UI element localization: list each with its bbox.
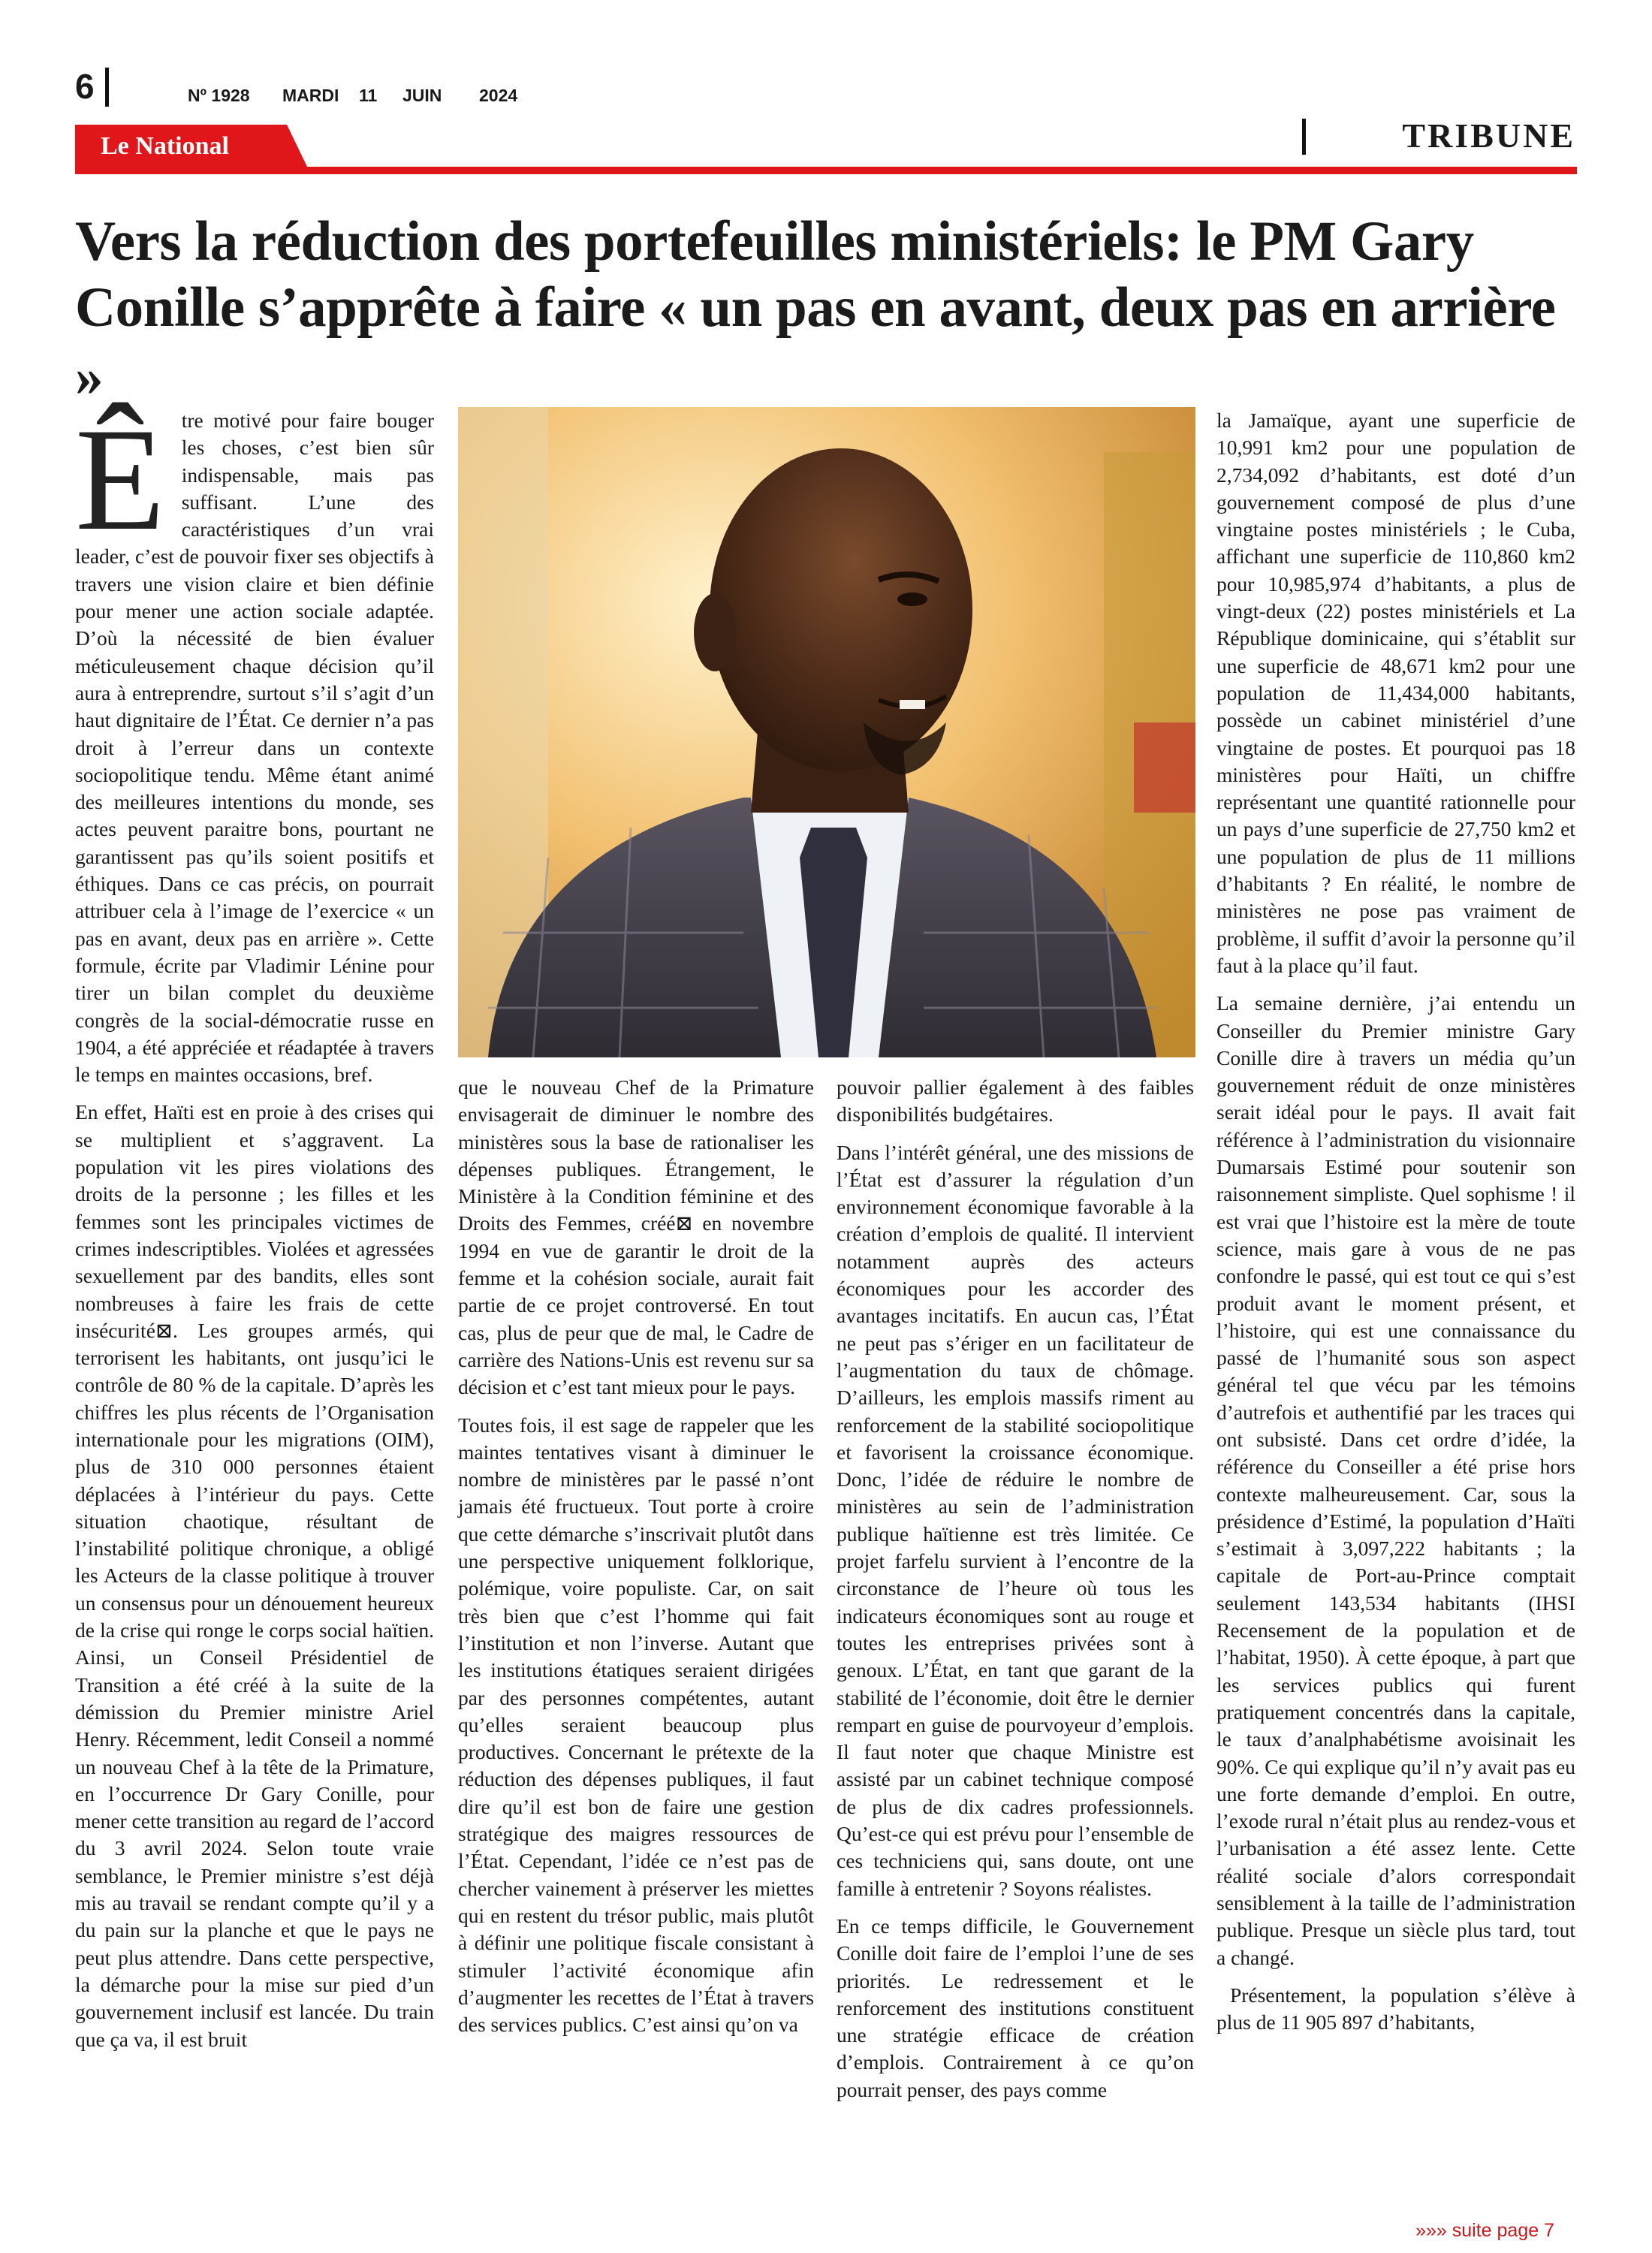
article-headline-closing-quote: » <box>75 345 104 408</box>
issue-month: JUIN <box>402 86 442 105</box>
article-column-4 <box>1216 407 1575 2047</box>
article-column-2 <box>458 1074 814 2049</box>
article-paragraph: que le nouveau Chef de la Primature envisagerait de diminuer le nombre des ministères sous la base de rationaliser les dépenses publiques. Étrangement, le Ministère à la Condition féminine et des Droits des Femmes, créé⊠ en novembre 1994 en vue de garantir le droit de la femme et la cohésion sociale, aurait fait partie de ce projet controversé. En tout cas, plus de peur que de mal, le Cadre de carrière des Nations-Unis est revenu sur sa décision et c’est tant mieux pour le pays. <box>458 1075 814 1399</box>
article-paragraph: Toutes fois, il est sage de rappeler que les maintes tentatives visant à diminuer le nombre de ministères par le passé n’ont jamais été fructueux. Tout porte à croire que cette démarche s’inscrivait plutôt dans une perspective uniquement folklorique, polémique, voire populiste. Car, on sait très bien que c’est l’homme qui fait l’institution et non l’inverse. Autant que les institutions étatiques seraient dirigées par des personnes compétentes, autant qu’elles seraient beaucoup plus productives. Concernant le prétexte de la réduction des dépenses publiques, il faut dire qu’il est bon de faire une gestion stratégique des maigres ressources de l’État. Cependant, l’idée ce n’est pas de chercher vainement à préserver les miettes qui en restent du trésor public, mais plutôt à définir une politique fiscale consistant à stimuler l’activité économique afin d’augmenter les recettes de l’État à travers des services publics. C’est ainsi qu’on va <box>458 1413 814 2037</box>
dropcap: Ê <box>75 398 165 561</box>
article-column-1 <box>75 398 434 2064</box>
brand-logo: Le National <box>101 132 229 160</box>
issue-day: MARDI <box>282 86 339 105</box>
article-paragraph: la Jamaïque, ayant une superficie de 10,991 km2 pour une population de 2,734,092 d’habitants, est doté d’un gouvernement composé de plus d’une vingtaine postes ministériels ; le Cuba, affichant une superficie de 110,860 km2 pour 10,985,974 d’habitants, a plus de vingt-deux (22) postes ministériels et La République dominicaine, qui s’établit sur une superficie de 48,671 km2 pour une population de 11,434,000 habitants, possède un cabinet ministériel d’une vingtaine de postes. Et pourquoi pas 18 ministères pour Haïti, un chiffre représentant une quantité rationnelle pour un pays d’une superficie de 27,750 km2 et une population de plus de 11 millions d’habitants ? En réalité, le nombre de ministères ne pose pas vraiment de problème, il suffit d’avoir la personne qu’il faut à la place qu’il faut. <box>1216 409 1575 977</box>
page-number: 6 <box>75 67 95 106</box>
header-rule <box>75 167 1577 174</box>
article-paragraph: En ce temps difficile, le Gouvernement Conille doit faire de l’emploi l’une de ses priorités. Le redressement et le renforcement des institutions constituent une stratégie efficace de création d’emplois. Contrairement à ce qu’on pourrait penser, des pays comme <box>837 1914 1194 2101</box>
article-paragraph: La semaine dernière, j’ai entendu un Conseiller du Premier ministre Gary Conille dire à travers un média qu’un gouvernement réduit de onze ministères serait idéal pour le pays. Il avait fait référence à l’administration du visionnaire Dumarsais Estimé pour soutenir son raisonnement simpliste. Quel sophisme ! il est vrai que l’histoire est la mère de toute science, mais gare à vous de ne pas confondre le passé, qui est tout ce qui s’est produit avant le moment présent, et l’histoire, qui est une connaissance du passé de l’humanité sous son aspect général tel que vécu par les témoins d’autrefois et authentifié par les traces qui ont subsisté. Dans cet ordre d’idée, la référence du Conseiller a été prise hors contexte malheureusement. Car, sous la présidence d’Estimé, la population d’Haïti s’estimait à 3,097,222 habitants ; la capitale de Port-au-Prince comptait seulement 143,534 habitants (IHSI Recensement de la population et de l’habitat, 1950). À cette époque, à part que les services publics qui furent pratiquement concentrés dans la capitale, le taux d’analphabétisme avoisinait les 90%. Ce qui explique qu’il n’y avait pas eu une forte demande d’emploi. En outre, l’exode rural n’était plus au rendez-vous et l’urbanisation a été assez lente. Cette réalité sociale d’alors correspondait sensiblement à la taille de l’administration publique. Presque un siècle plus tard, tout a changé. <box>1216 991 1575 1969</box>
article-paragraph: Être motivé pour faire bouger les choses, c’est bien sûr indispensable, mais pas suffisant. L’une des caractéristiques d’un vrai leader, c’est de pouvoir fixer ses objectifs à travers une vision claire et bien définie pour mener une action sociale adaptée. D’où la nécessité de bien évaluer méticuleusement chaque décision qu’il aura à entreprendre, surtout s’il s’agit d’un haut dignitaire de l’État. Ce dernier n’a pas droit à l’erreur dans un contexte sociopolitique tendu. Même étant animé des meilleures intentions du monde, ses actes peuvent paraitre bons, pourtant ne garantissent pas qu’ils soient positifs et éthiques. Dans ce cas précis, on pourrait attribuer cela à l’image de l’exercice « un pas en avant, deux pas en arrière ». Cette formule, écrite par Vladimir Lénine pour tirer un bilan complet du deuxième congrès de la social-démocratie russe en 1904, a été appréciée et réadaptée à travers le temps en maintes occasions, bref. <box>75 398 434 1087</box>
page-number-divider <box>105 68 109 107</box>
issue-date-day: 11 <box>359 86 378 105</box>
issue-year: 2024 <box>479 86 518 105</box>
section-divider <box>1302 119 1306 155</box>
section-label: TRIBUNE <box>1402 116 1575 155</box>
continued-on-page-link[interactable]: »»» suite page 7 <box>1415 2220 1554 2241</box>
issue-number: Nº 1928 <box>188 86 250 105</box>
article-paragraph: En effet, Haïti est en proie à des crises qui se multiplient et s’aggravent. La population vit les pires violations des droits de la personne ; les filles et les femmes sont les principales victimes de crimes indescriptibles. Violées et agressées sexuellement par des bandits, elles sont nombreuses à faire les frais de cette insécurité⊠. Les groupes armés, qui terrorisent les habitants, ont jusqu’ici le contrôle de 80 % de la capitale. D’après les chiffres les plus récents de l’Organisation internationale pour les migrations (OIM), plus de 310 000 personnes étaient déplacées à l’intérieur du pays. Cette situation chaotique, résultant de l’instabilité politique chronique, a obligé les Acteurs de la classe politique à trouver un consensus pour un dénouement heureux de la crise qui ronge le corps social haïtien. Ainsi, un Conseil Présidentiel de Transition a été créé à la suite de la démission du Premier ministre Ariel Henry. Récemment, ledit Conseil a nommé un nouveau Chef à la tête de la Primature, en l’occurrence Dr Gary Conille, pour mener cette transition au regard de l’accord du 3 avril 2024. Selon toute vraie semblance, le Premier ministre s’est déjà mis au travail se rendant compte qu’il y a du pain sur la planche et que le pays ne peut plus attendre. Dans cette perspective, la démarche pour la mise sur pied d’un gouvernement inclusif est lancée. Du train que ça va, il est bruit <box>75 1100 434 2051</box>
article-photo <box>458 407 1195 1057</box>
article-paragraph: Présentement, la population s’élève à plus de 11 905 897 d’habitants, <box>1216 1983 1575 2034</box>
article-paragraph: pouvoir pallier également à des faibles disponibilités budgétaires. <box>837 1075 1194 1126</box>
portrait-illustration <box>458 407 1195 1057</box>
article-column-3 <box>837 1074 1194 2114</box>
article-headline: Vers la réduction des portefeuilles ministériels: le PM Gary Conille s’apprête à faire « un pas en avant, deux pas en arrière <box>75 210 1556 339</box>
article-paragraph: Dans l’intérêt général, une des missions de l’État est d’assurer la régulation d’un environnement économique favorable à la création d’emplois de qualité. Il intervient notamment auprès des acteurs économiques pour les accorder des avantages incitatifs. En aucun cas, l’État ne peut pas s’ériger en un facilitateur de l’augmentation du taux de chômage. D’ailleurs, les emplois massifs riment au renforcement de la stabilité sociopolitique et favorisent la croissance économique. Donc, l’idée de réduire le nombre de ministères au sein de l’administration publique haïtienne est très limitée. Ce projet farfelu survient à l’encontre de la circonstance de l’heure où tous les indicateurs économiques sont au rouge et toutes les entreprises privées sont à genoux. L’État, en tant que garant de la stabilité de l’économie, doit être le dernier rempart en guise de pourvoyeur d’emplois. Il faut noter que chaque Ministre est assisté par un cabinet technique composé de plus de dix cadres professionnels. Qu’est-ce qui est prévu pour l’ensemble de ces techniciens qui, sans doute, ont une famille à entretenir ? Soyons réalistes. <box>837 1140 1194 1900</box>
